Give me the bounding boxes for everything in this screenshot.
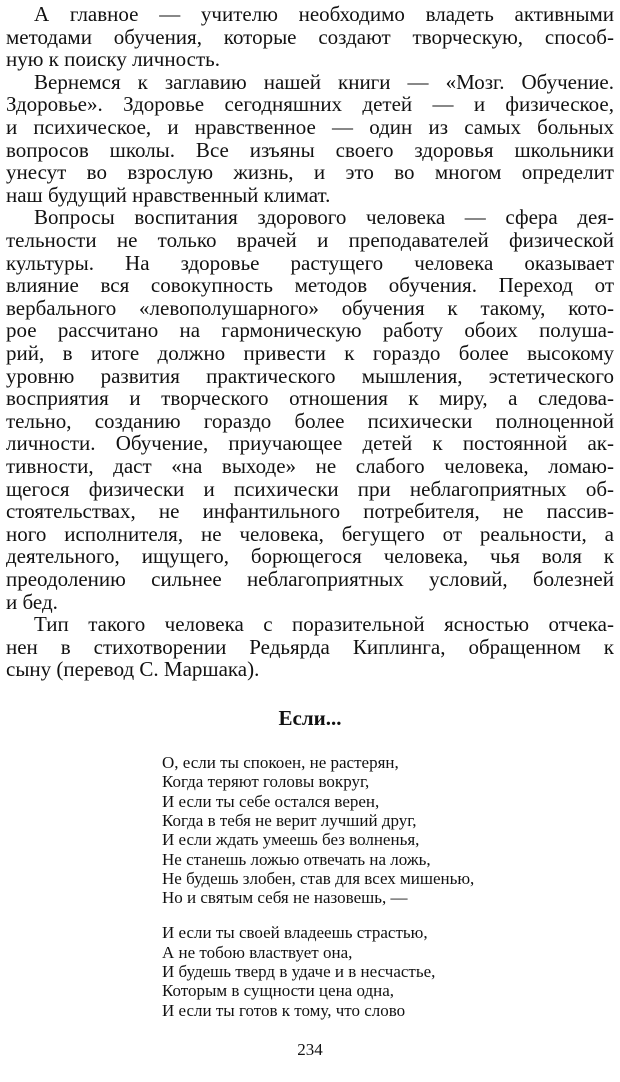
text-line: тивности, даст «на выходе» не слабого человека, ломаю- xyxy=(6,454,614,478)
text-line: нен в стихотворении Редьярда Киплинга, обращенном к xyxy=(6,634,614,659)
text-line: унесут во взрослую жизнь, и это во многом определит xyxy=(6,160,614,185)
text-line: Здоровье». Здоровье сегодняшних детей — и физическое, xyxy=(6,92,614,117)
poem-line: И будешь тверд в удаче и в несчастье, xyxy=(162,962,436,981)
poem-title: Если... xyxy=(278,706,342,730)
text-line: преодолению сильнее неблагоприятных условий, болезней xyxy=(6,567,614,591)
poem-line: Не станешь ложью отвечать на ложь, xyxy=(162,849,431,869)
poem-line: Когда в тебя не верит лучший друг, xyxy=(162,810,417,830)
text-line: щегося физически и психически при неблагоприятных об- xyxy=(6,476,614,501)
text-line: сыну (перевод С. Маршака). xyxy=(6,657,260,682)
text-line: Тип такого человека с поразительной ясностью отчека- xyxy=(34,612,614,637)
text-line: Вопросы воспитания здорового человека — сфера дея- xyxy=(34,205,614,230)
poem-line: А не тобою властвует она, xyxy=(162,942,353,962)
poem-line: Не будешь злобен, став для всех мишенью, xyxy=(162,868,475,888)
text-line: уровню развития практического мышления, эстетического xyxy=(6,363,614,388)
text-line: методами обучения, которые создают творческую, способ- xyxy=(6,24,614,49)
poem-line: И если ты своей владеешь страстью, xyxy=(162,923,428,943)
text-line: ную к поиску личность. xyxy=(6,47,220,72)
poem-line: О, если ты спокоен, не растерян, xyxy=(162,753,399,772)
text-line: ного исполнителя, не человека, бегущего от реальности, а xyxy=(6,521,614,546)
text-line: вопросов школы. Все изъяны своего здоровья школьники xyxy=(6,137,614,162)
text-line: Вернемся к заглавию нашей книги — «Мозг. Обучение. xyxy=(34,69,614,94)
text-line: рое рассчитано на гармоническую работу обоих полуша- xyxy=(6,318,614,343)
text-line: тельно, созданию гораздо более психически полноценной xyxy=(6,408,614,433)
text-line: и бед. xyxy=(6,589,58,614)
poem-line: И если ты готов к тому, что слово xyxy=(162,1000,406,1020)
text-line: рий, в итоге должно привести к гораздо более высокому xyxy=(6,341,614,365)
text-line: А главное — учителю необходимо владеть активными xyxy=(34,2,614,26)
text-line: влияние вся совокупность методов обучения. Переход от xyxy=(6,273,614,298)
text-line: и психическое, и нравственное — один из самых больных xyxy=(6,115,614,139)
text-line: вербального «левополушарного» обучения к такому, кото- xyxy=(6,295,614,320)
poem-line: И если ты себе остался верен, xyxy=(162,791,380,811)
poem-line: Которым в сущности цена одна, xyxy=(162,981,395,1001)
text-line: деятельного, ищущего, борющегося человека, чья воля к xyxy=(6,544,614,569)
text-line: культуры. На здоровье растущего человека оказывает xyxy=(6,250,614,275)
text-line: наш будущий нравственный климат. xyxy=(6,182,331,207)
poem-line: И если ждать умеешь без волненья, xyxy=(162,830,420,850)
poem-line: Когда теряют головы вокруг, xyxy=(162,772,370,792)
text-line: восприятия и творческого отношения к миру, а следова- xyxy=(6,386,614,411)
text-line: личности. Обучение, приучающее детей к постоянной ак- xyxy=(6,431,614,456)
poem-line: Но и святым себя не назовешь, — xyxy=(162,888,408,908)
page-number: 234 xyxy=(297,1040,323,1059)
text-line: тельности не только врачей и преподавателей физической xyxy=(6,228,614,252)
text-line: стоятельствах, не инфантильного потребителя, не пассив- xyxy=(6,499,614,524)
